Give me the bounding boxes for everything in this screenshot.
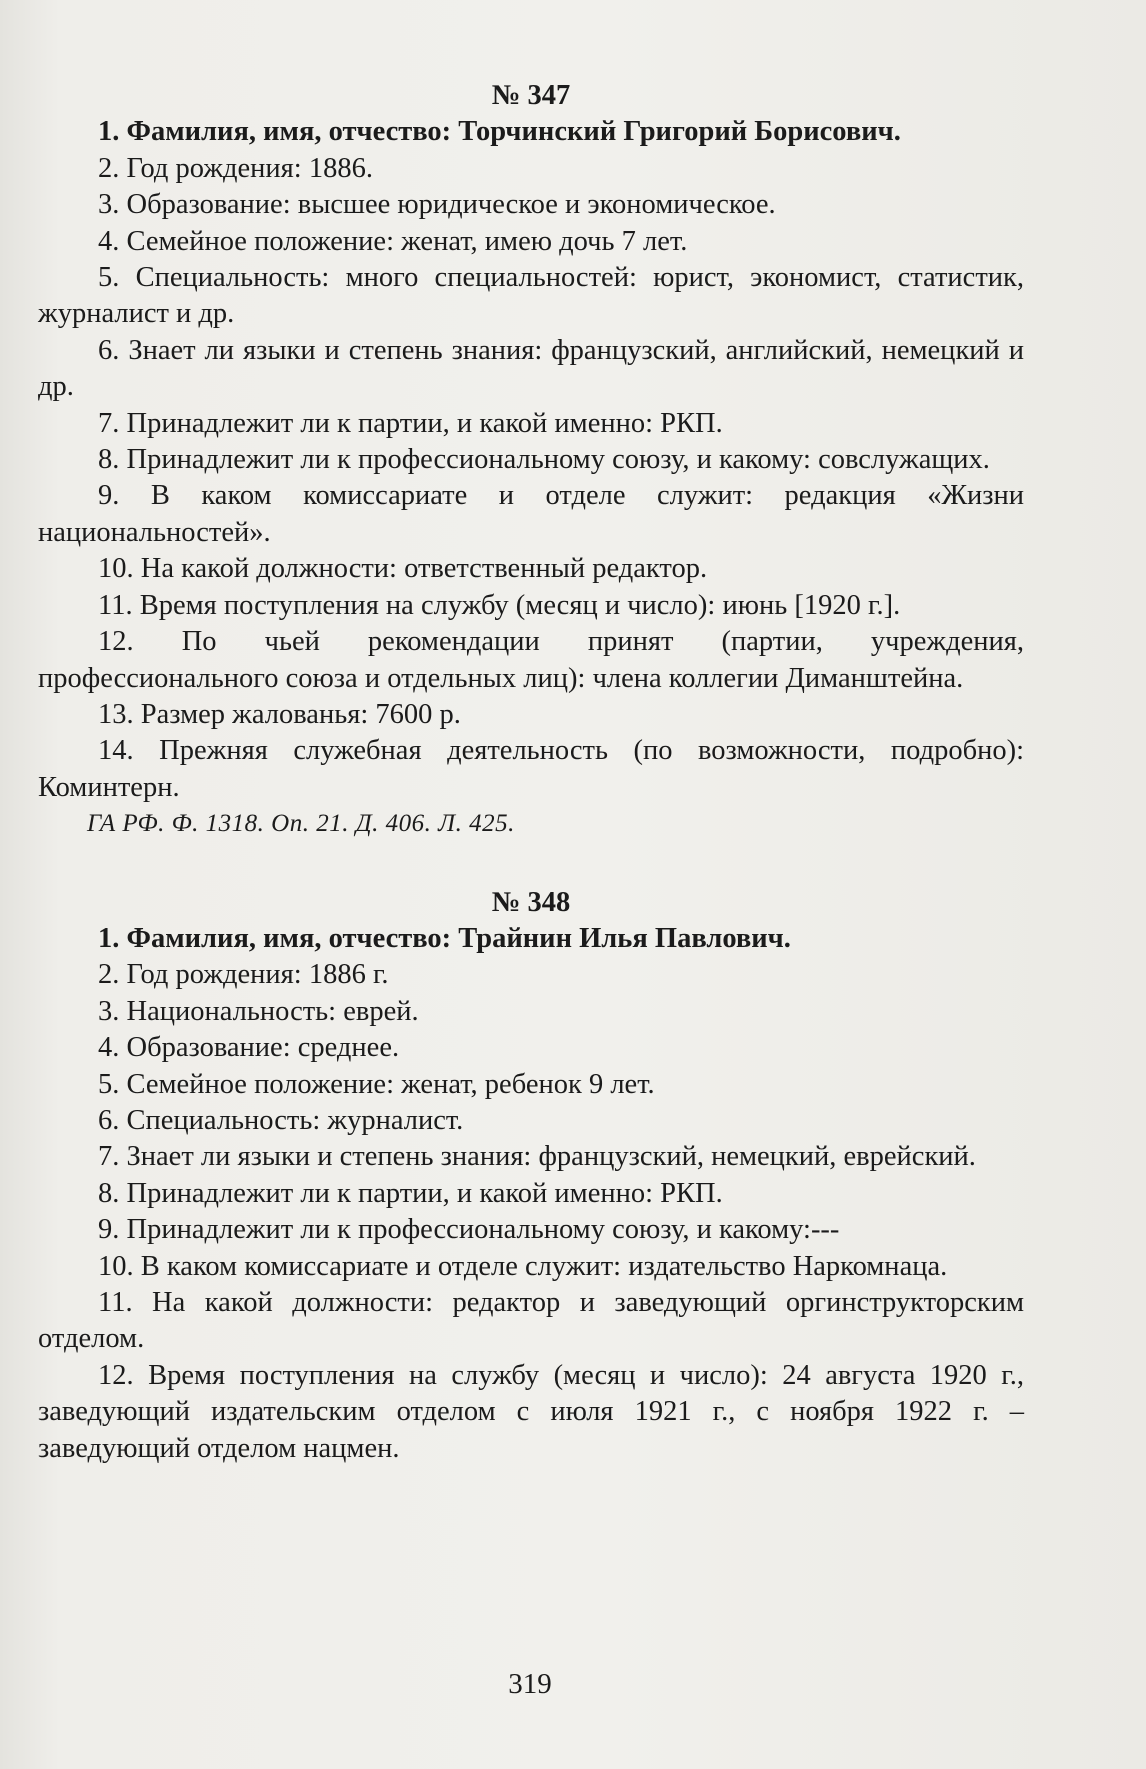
entry-line: 11. Время поступления на службу (месяц и число): июнь [1920 г.]. xyxy=(98,589,901,621)
archive-reference: ГА РФ. Ф. 1318. Оп. 21. Д. 406. Л. 425. xyxy=(87,810,515,838)
entry-line: 3. Национальность: еврей. xyxy=(98,995,419,1027)
entry-number: № 347 xyxy=(491,80,571,111)
entry-line: 12. По чьей рекомендации принят (партии, учреждения, профессионального союза и отдельных лиц): члена коллегии Диманштейна. xyxy=(38,626,1024,694)
entry-348 xyxy=(38,885,1024,1468)
page-content xyxy=(38,78,1024,1467)
entry-line: 3. Образование: высшее юридическое и экономическое. xyxy=(98,189,776,221)
entry-line: 10. На какой должности: ответственный редактор. xyxy=(98,553,708,585)
entry-line: 9. В каком комиссариате и отделе служит: редакция «Жизни национальностей». xyxy=(38,480,1024,548)
entry-line: 2. Год рождения: 1886. xyxy=(98,152,373,184)
entry-line: 7. Принадлежит ли к партии, и какой именно: РКП. xyxy=(98,407,723,439)
entry-line-name: 1. Фамилия, имя, отчество: Трайнин Илья Павлович. xyxy=(98,922,791,954)
entry-line: 5. Специальность: много специальностей: юрист, экономист, статистик, журналист и др. xyxy=(38,262,1024,330)
entry-line: 13. Размер жалованья: 7600 р. xyxy=(98,698,461,730)
entry-line: 4. Образование: среднее. xyxy=(98,1032,400,1064)
entry-line: 11. На какой должности: редактор и заведующий оргинструкторским отделом. xyxy=(38,1287,1024,1355)
entry-line: 5. Семейное положение: женат, ребенок 9 лет. xyxy=(98,1068,655,1100)
entry-separator xyxy=(38,843,1024,885)
entry-line: 6. Специальность: журналист. xyxy=(98,1104,464,1136)
page-number: 319 xyxy=(508,1668,552,1700)
entry-line: 6. Знает ли языки и степень знания: французский, английский, немецкий и др. xyxy=(38,334,1024,403)
entry-line: 10. В каком комиссариате и отделе служит: издательство Наркомнаца. xyxy=(98,1250,948,1282)
entry-line: 8. Принадлежит ли к партии, и какой именно: РКП. xyxy=(98,1177,723,1209)
entry-line: 9. Принадлежит ли к профессиональному союзу, и какому:--- xyxy=(98,1214,840,1246)
entry-number: № 348 xyxy=(491,886,571,918)
entry-line-name: 1. Фамилия, имя, отчество: Торчинский Григорий Борисович. xyxy=(98,116,901,148)
entry-347 xyxy=(38,78,1024,843)
entry-line: 14. Прежняя служебная деятельность (по возможности, подробно): Коминтерн. xyxy=(38,735,1024,803)
entry-line: 4. Семейное положение: женат, имею дочь 7 лет. xyxy=(98,225,688,257)
entry-line: 7. Знает ли языки и степень знания: французский, немецкий, еврейский. xyxy=(98,1141,976,1173)
entry-line: 8. Принадлежит ли к профессиональному союзу, и какому: совслужащих. xyxy=(98,444,990,476)
entry-line: 2. Год рождения: 1886 г. xyxy=(98,959,389,991)
entry-line: 12. Время поступления на службу (месяц и число): 24 августа 1920 г., заведующий издательским отделом с июля 1921 г., с ноября 1922 г. – заведующий отделом нацмен. xyxy=(38,1359,1024,1464)
